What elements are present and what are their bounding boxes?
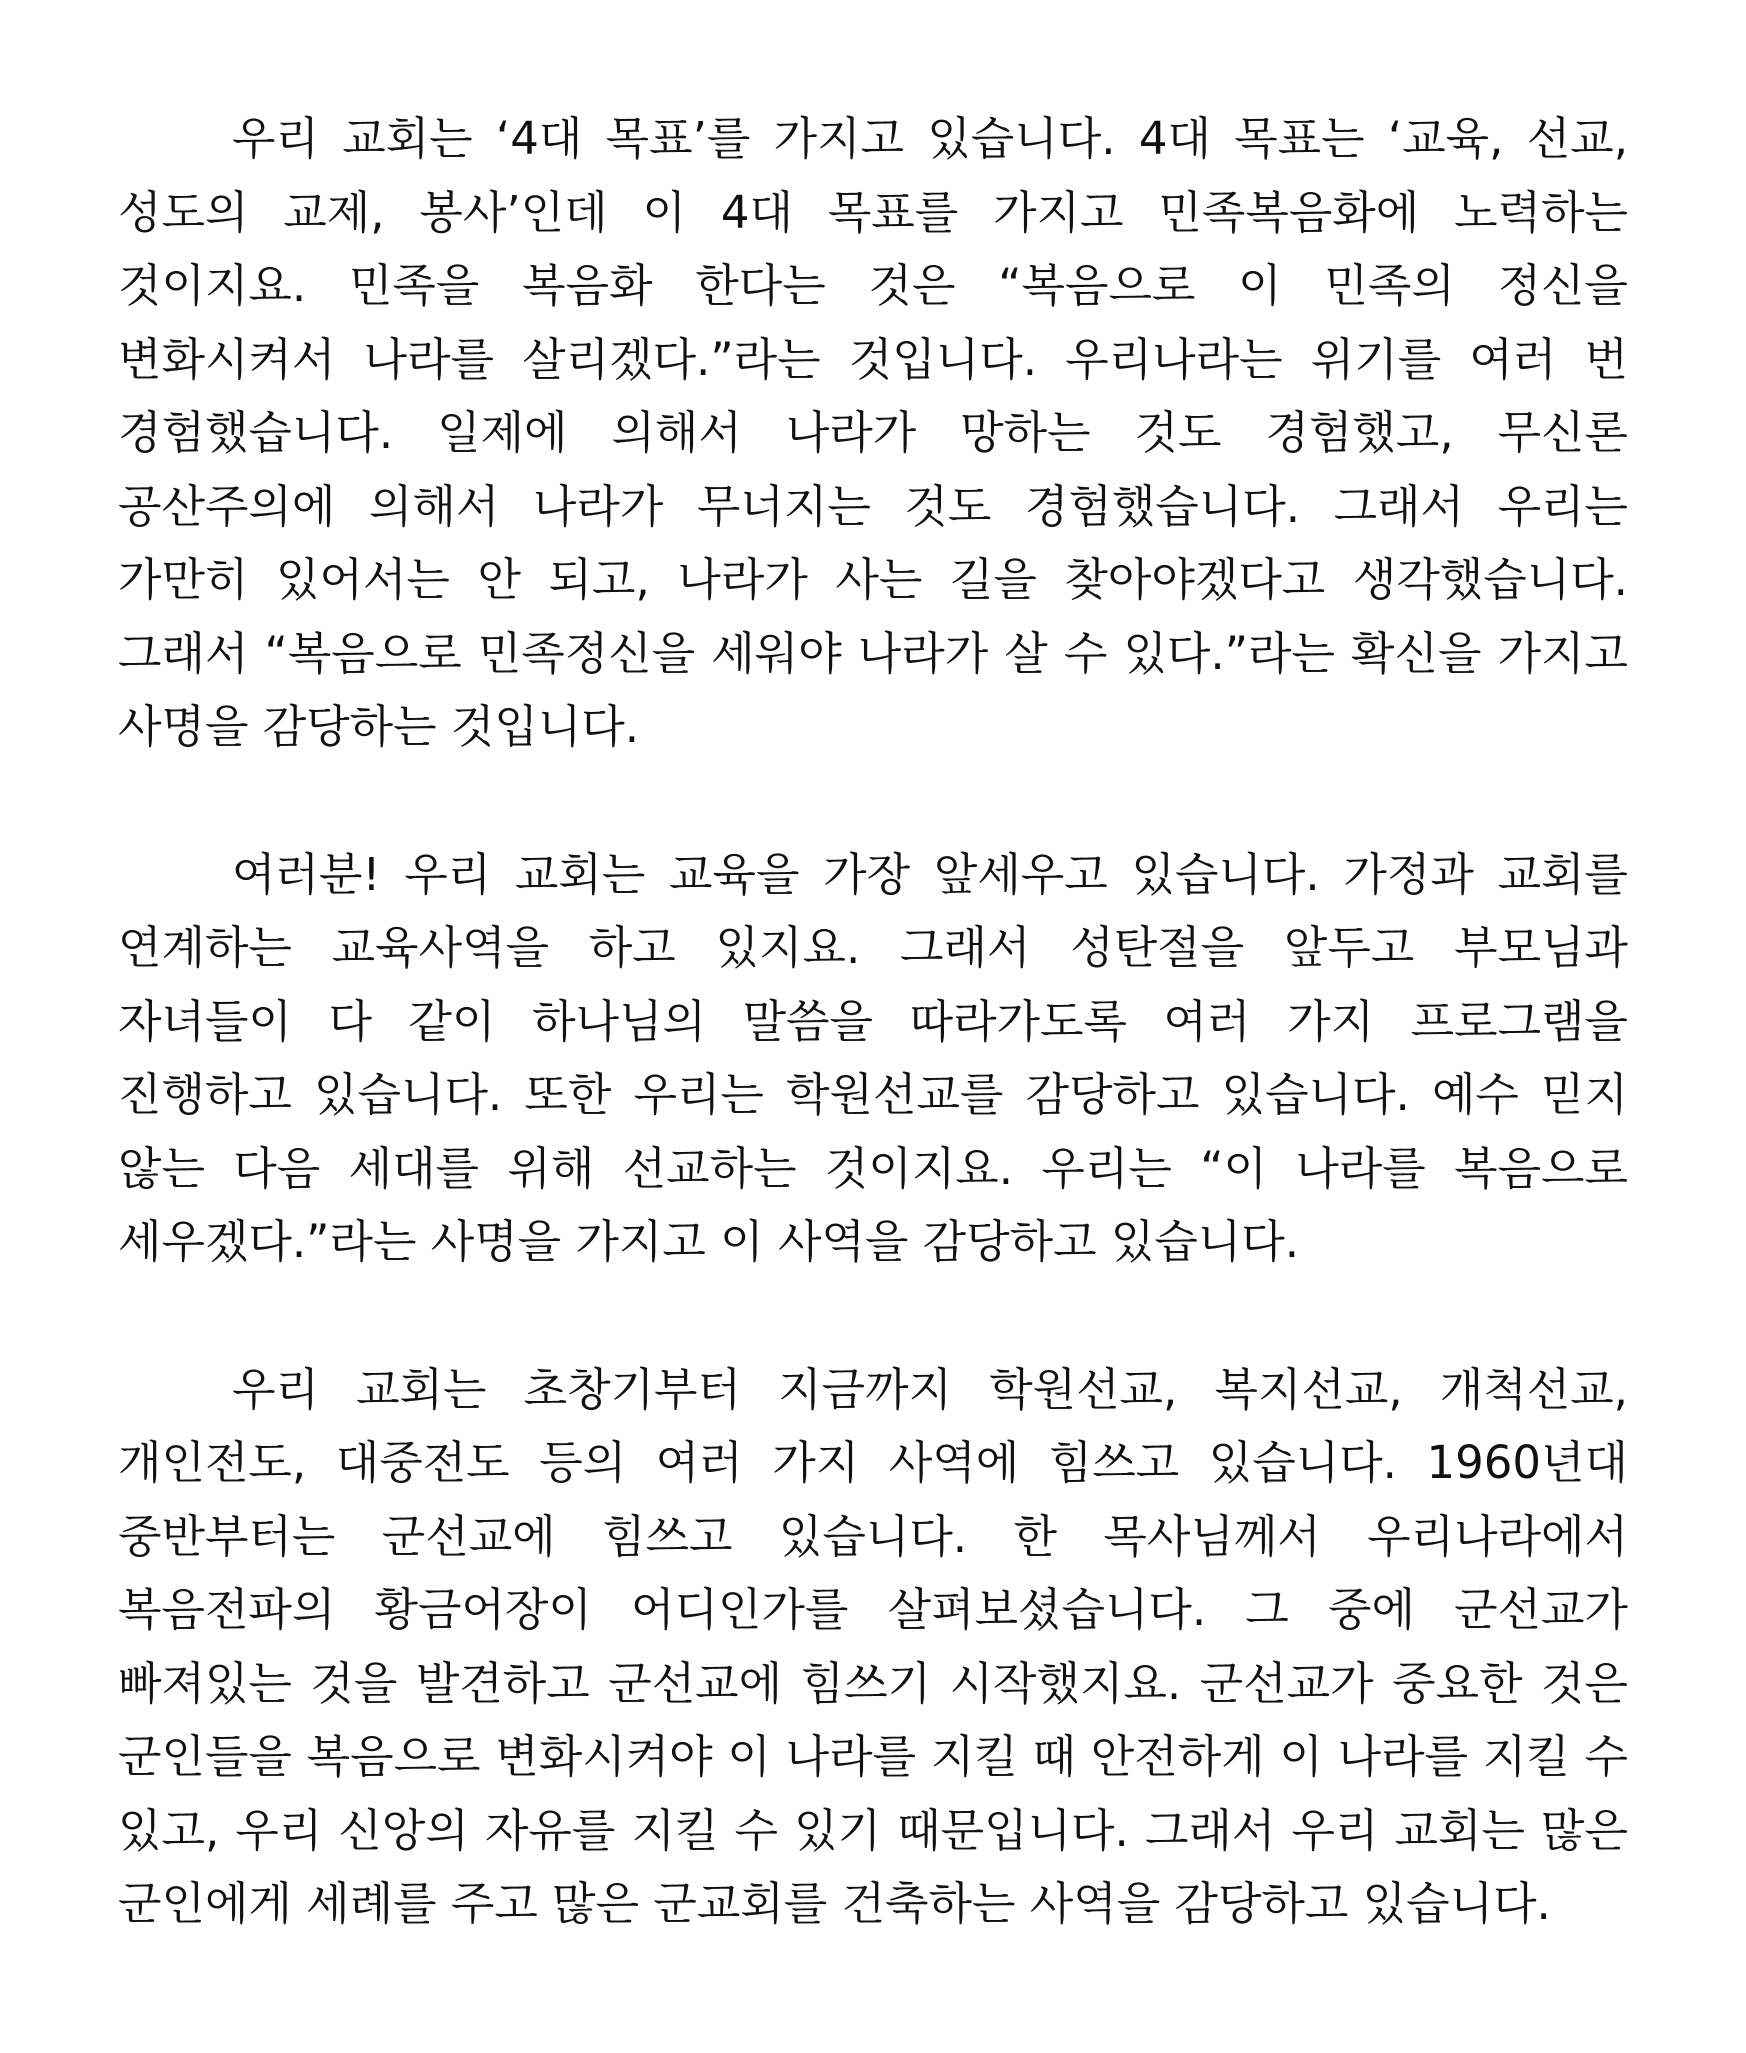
document-body [118, 102, 1628, 1941]
paragraph-four-goals: 우리 교회는 ‘4대 목표’를 가지고 있습니다. 4대 목표는 ‘교육, 선교, 성도의 교제, 봉사’인데 이 4대 목표를 가지고 민족복음화에 노력하는 것이지요. 민족을 복음화 한다는 것은 “복음으로 이 민족의 정신을 변화시켜서 나라를 살리겠다.”라는 것입니다. 우리나라는 위기를 여러 번 경험했습니다. 일제에 의해서 나라가 망하는 것도 경험했고, 무신론 공산주의에 의해서 나라가 무너지는 것도 경험했습니다. 그래서 우리는 가만히 있어서는 안 되고, 나라가 사는 길을 찾아야겠다고 생각했습니다. 그래서 “복음으로 민족정신을 세워야 나라가 살 수 있다.”라는 확신을 가지고 사명을 감당하는 것입니다. [118, 112, 1628, 753]
paragraph-military-mission: 우리 교회는 초창기부터 지금까지 학원선교, 복지선교, 개척선교, 개인전도, 대중전도 등의 여러 가지 사역에 힘쓰고 있습니다. 1960년대 중반부터는 군선교에 힘쓰고 있습니다. 한 목사님께서 우리나라에서 복음전파의 황금어장이 어디인가를 살펴보셨습니다. 그 중에 군선교가 빠져있는 것을 발견하고 군선교에 힘쓰기 시작했지요. 군선교가 중요한 것은 군인들을 복음으로 변화시켜야 이 나라를 지킬 때 안전하게 이 나라를 지킬 수 있고, 우리 신앙의 자유를 지킬 수 있기 때문입니다. 그래서 우리 교회는 많은 군인에게 세례를 주고 많은 군교회를 건축하는 사역을 감당하고 있습니다. [118, 1362, 1628, 1930]
paragraph-education-ministry: 여러분! 우리 교회는 교육을 가장 앞세우고 있습니다. 가정과 교회를 연계하는 교육사역을 하고 있지요. 그래서 성탄절을 앞두고 부모님과 자녀들이 다 같이 하나님의 말씀을 따라가도록 여러 가지 프로그램을 진행하고 있습니다. 또한 우리는 학원선교를 감당하고 있습니다. 예수 믿지 않는 다음 세대를 위해 선교하는 것이지요. 우리는 “이 나라를 복음으로 세우겠다.”라는 사명을 가지고 이 사역을 감당하고 있습니다. [118, 847, 1628, 1268]
